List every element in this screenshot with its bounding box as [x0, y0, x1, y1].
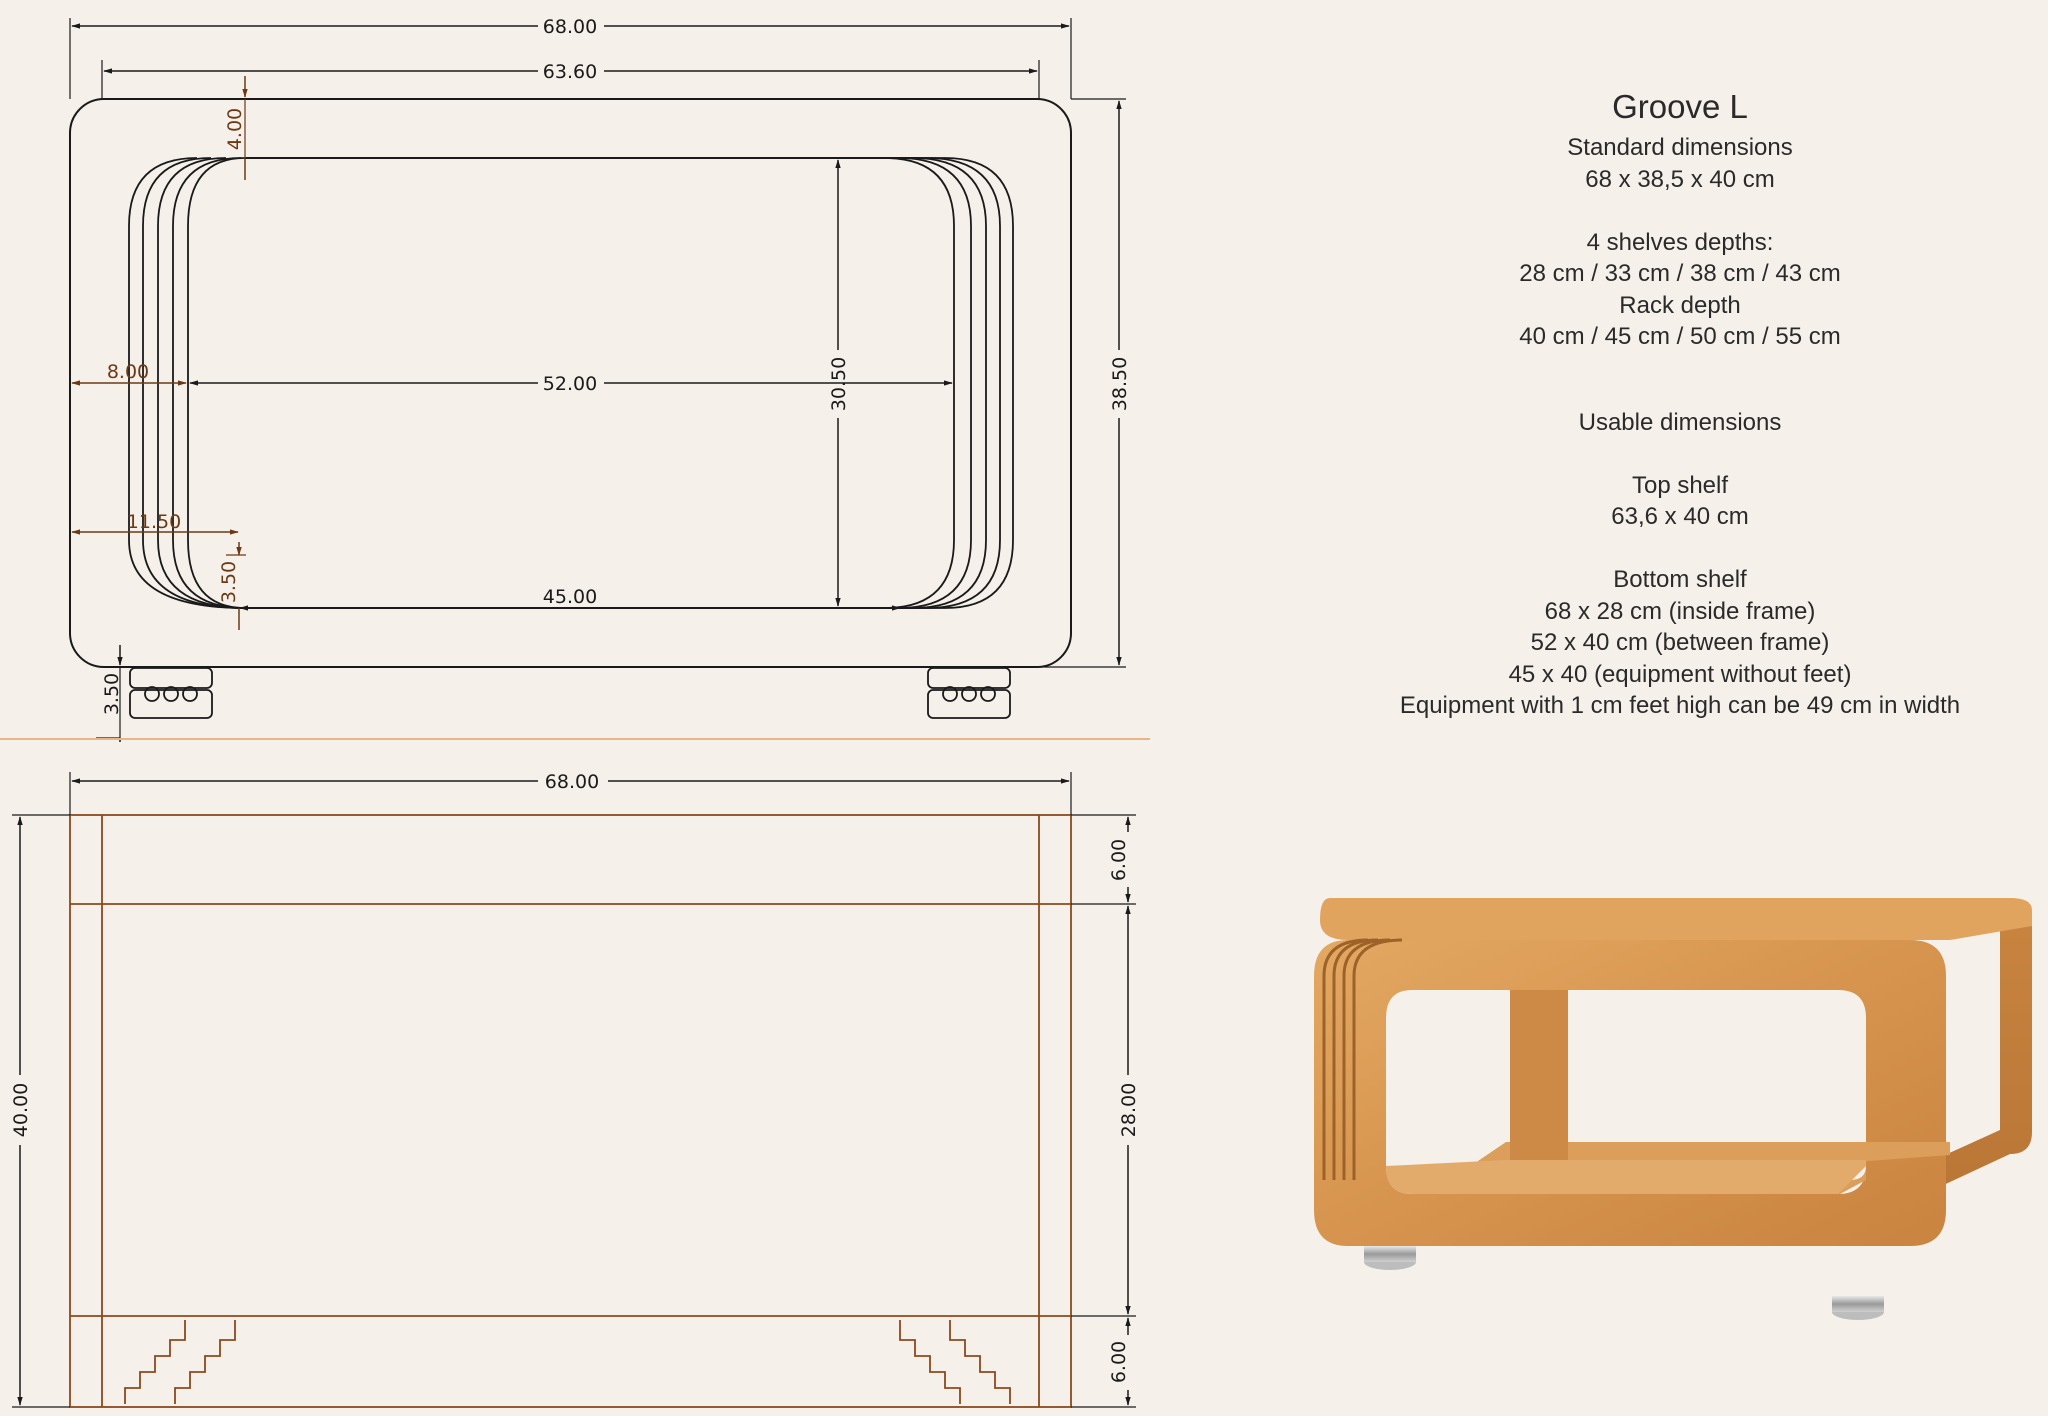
product-title: Groove L [1612, 88, 1748, 125]
dim-top-band: 6.00 [1108, 838, 1130, 882]
front-view [70, 16, 1131, 742]
dim-side-thickness: 8.00 [106, 361, 150, 383]
standard-value: 68 x 38,5 x 40 cm [1585, 165, 1775, 193]
dim-bottom-width: 45.00 [542, 586, 598, 608]
usable-label: Usable dimensions [1578, 408, 1782, 436]
shelves-label: 4 shelves depths: [1586, 228, 1774, 256]
dim-bottom-thickness: 3.50 [218, 560, 240, 604]
standard-label: Standard dimensions [1567, 134, 1793, 161]
dim-height: 38.50 [1109, 356, 1131, 412]
dim-side-width: 68.00 [544, 771, 600, 793]
bottom-shelf-line: 68 x 28 cm (inside frame) [1544, 597, 1816, 625]
dim-depth: 40.00 [10, 1082, 32, 1138]
bottom-shelf-line: Equipment with 1 cm feet high can be 49 cm in width [1399, 692, 1961, 719]
dim-middle: 28.00 [1118, 1082, 1140, 1138]
dim-feet-height: 3.50 [101, 672, 123, 716]
dim-bottom-band: 6.00 [1108, 1340, 1130, 1384]
dim-top-width: 63.60 [542, 61, 598, 83]
rack-value: 40 cm / 45 cm / 50 cm / 55 cm [1519, 323, 1841, 350]
bottom-shelf-line: 52 x 40 cm (between frame) [1530, 629, 1830, 656]
product-photo [1310, 880, 2040, 1340]
dim-outer-width: 68.00 [542, 16, 598, 38]
spec-panel [1340, 88, 2020, 722]
bottom-shelf-line: 45 x 40 (equipment without feet) [1508, 660, 1852, 688]
rack-label: Rack depth [1619, 291, 1741, 319]
dim-top-thickness: 4.00 [224, 107, 246, 151]
side-view [10, 771, 1140, 1407]
dim-inner-width: 52.00 [542, 373, 598, 395]
foot-left [130, 668, 212, 718]
shelves-value: 28 cm / 33 cm / 38 cm / 43 cm [1519, 260, 1841, 287]
dim-side-offset: 11.50 [126, 511, 182, 533]
bottom-shelf-label: Bottom shelf [1613, 566, 1747, 593]
dim-inner-height: 30.50 [828, 356, 850, 412]
foot-right [928, 668, 1010, 718]
top-shelf-value: 63,6 x 40 cm [1611, 503, 1749, 530]
top-shelf-label: Top shelf [1631, 471, 1729, 499]
